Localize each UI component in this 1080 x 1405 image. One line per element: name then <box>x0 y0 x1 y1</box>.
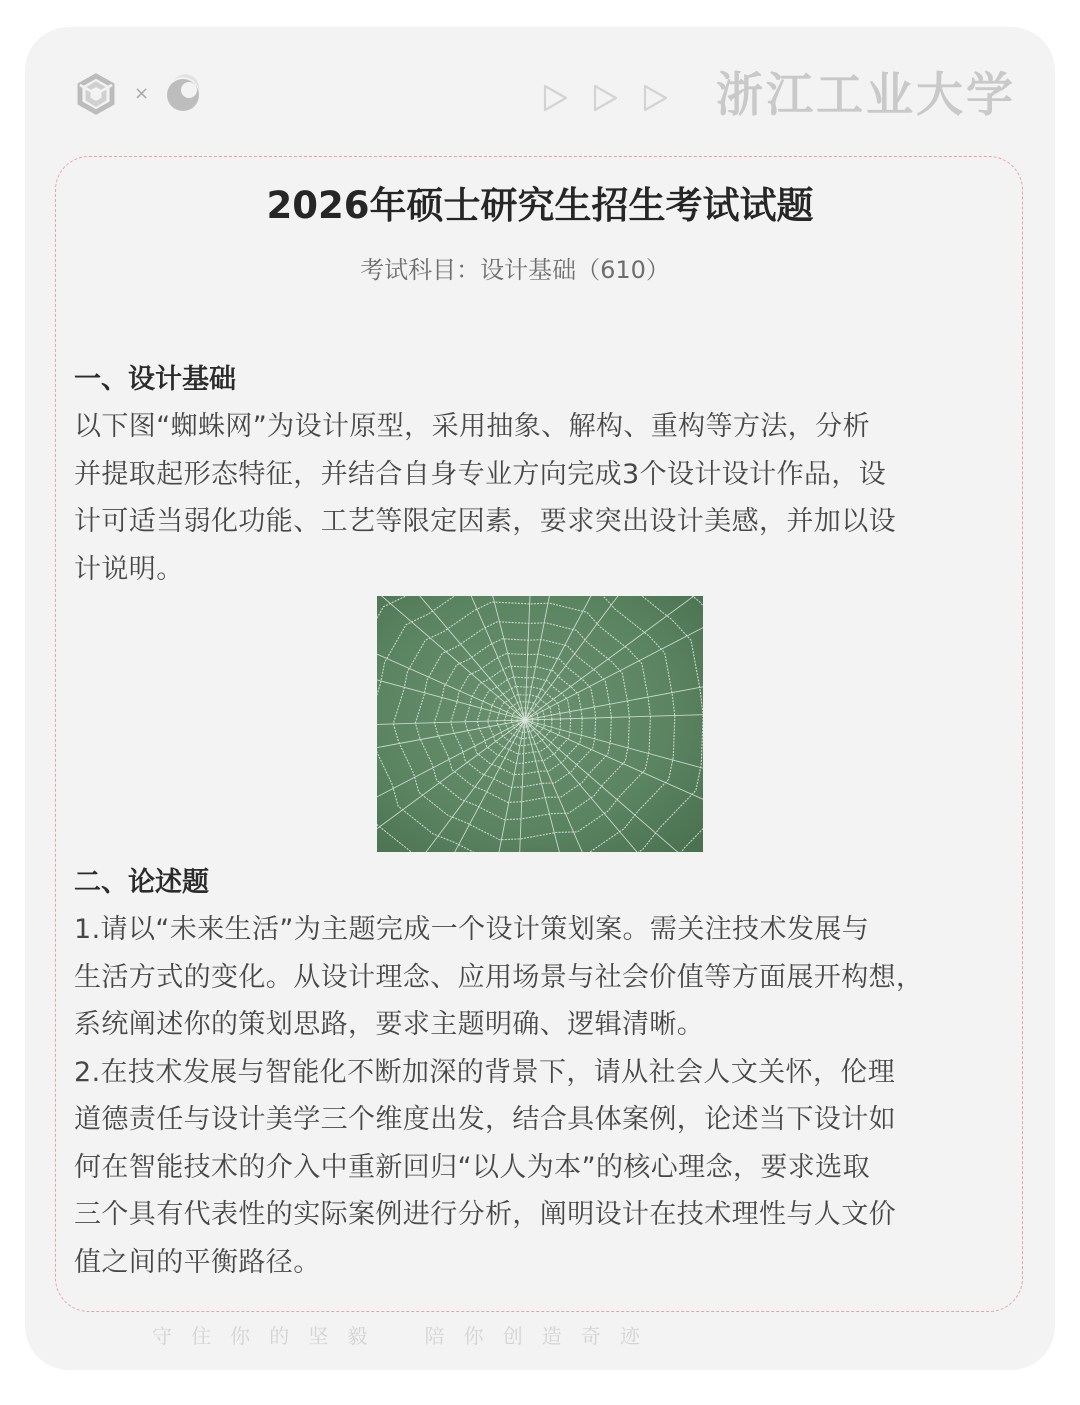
paragraph-line: 计可适当弱化功能、工艺等限定因素，要求突出设计美感，并加以设 <box>74 506 896 537</box>
circle-logo-icon <box>163 74 203 114</box>
section-heading-design: 一、设计基础 <box>74 364 236 395</box>
paragraph-line: 计说明。 <box>74 553 184 585</box>
paragraph-line: 何在智能技术的介入中重新回归“以人为本”的核心理念，要求选取 <box>74 1151 870 1183</box>
paragraph-line: 以下图“蜘蛛网”为设计原型，采用抽象、解构、重构等方法，分析 <box>74 411 870 442</box>
section-heading-essay: 二、论述题 <box>74 867 209 898</box>
play-outline-icon <box>590 83 620 113</box>
paragraph-line: 1.请以“未来生活”为主题完成一个设计策划案。需关注技术发展与 <box>74 914 870 945</box>
exam-title: 2026年硕士研究生招生考试试题 <box>266 184 814 227</box>
spider-web-image <box>377 596 703 852</box>
paragraph-line: 道德责任与设计美学三个维度出发，结合具体案例，论述当下设计如 <box>74 1104 896 1135</box>
play-outline-icon <box>540 83 570 113</box>
play-outline-icon <box>640 83 670 113</box>
interlocking-rings-logo-icon <box>74 72 118 116</box>
brand-logos <box>74 72 203 116</box>
paragraph-line: 系统阐述你的策划思路，要求主题明确、逻辑清晰。 <box>74 1009 705 1040</box>
exam-subject: 考试科目：设计基础（610） <box>360 256 670 284</box>
paragraph-line: 并提取起形态特征，并结合自身专业方向完成3个设计设计作品，设 <box>74 458 887 490</box>
footer-slogan: 守 住 你 的 坚 毅 陪 你 创 造 奇 迹 <box>152 1324 640 1348</box>
exam-content <box>74 357 984 1286</box>
paragraph-line: 三个具有代表性的实际案例进行分析，阐明设计在技术理性与人文价 <box>74 1199 896 1230</box>
paragraph-line: 2.在技术发展与智能化不断加深的背景下，请从社会人文关怀，伦理 <box>74 1056 896 1088</box>
paragraph-line: 生活方式的变化。从设计理念、应用场景与社会价值等方面展开构想， <box>74 961 924 993</box>
decorative-arrows <box>540 83 670 113</box>
school-name: 浙江工业大学 <box>716 68 1016 123</box>
paragraph-line: 值之间的平衡路径。 <box>74 1246 321 1278</box>
separator-text: × <box>134 83 150 104</box>
